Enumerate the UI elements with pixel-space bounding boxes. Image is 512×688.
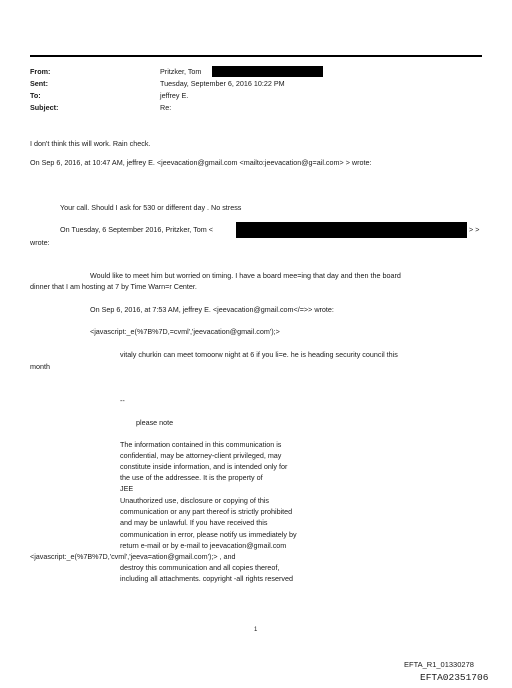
- sent-value: Tuesday, September 6, 2016 10:22 PM: [160, 79, 285, 88]
- redaction-bar: [212, 66, 323, 77]
- disclaimer-line: communication or any part thereof is strictly prohibited: [120, 507, 293, 516]
- footer-id-1: EFTA_R1_01330278: [404, 660, 474, 669]
- redaction-bar: [236, 222, 467, 238]
- subject-label: Subject:: [30, 103, 59, 112]
- header-rule: [30, 55, 482, 57]
- disclaimer-line: and may be unlawful. If you have received this: [120, 518, 268, 527]
- sent-label: Sent:: [30, 79, 48, 88]
- footer-id-2: EFTA02351706: [420, 672, 489, 683]
- from-value: Pritzker, Tom: [160, 67, 202, 76]
- disclaimer-line: destroy this communication and all copies thereof,: [120, 563, 280, 572]
- body-line: <javascript:_e(%7B%7D,'cvml','jeeva=ation@gmail.com');> , and: [30, 552, 236, 561]
- disclaimer-line: JEE: [120, 484, 134, 493]
- to-value: jeffrey E.: [160, 91, 189, 100]
- disclaimer-line: including all attachments. copyright -all rights reserved: [120, 574, 293, 583]
- body-line: Would like to meet him but worried on timing. I have a board mee=ing that day and then the board: [90, 271, 401, 280]
- body-line: --: [120, 396, 125, 405]
- disclaimer-line: The information contained in this communication is: [120, 440, 282, 449]
- body-line: wrote:: [30, 238, 50, 247]
- disclaimer-line: constitute inside information, and is intended only for: [120, 462, 288, 471]
- body-line: dinner that I am hosting at 7 by Time Warn=r Center.: [30, 282, 197, 291]
- disclaimer-line: Unauthorized use, disclosure or copying of this: [120, 496, 270, 505]
- body-line: I don't think this will work. Rain check.: [30, 139, 151, 148]
- body-line: On Tuesday, 6 September 2016, Pritzker, Tom <: [60, 225, 213, 234]
- body-line: month: [30, 362, 50, 371]
- body-line: vitaly churkin can meet tomoorw night at 6 if you li=e. he is heading security council this: [120, 350, 398, 359]
- body-line: > >: [469, 225, 480, 234]
- body-line: On Sep 6, 2016, at 7:53 AM, jeffrey E. <jeevacation@gmail.com</=>> wrote:: [90, 305, 334, 314]
- page-number: 1: [254, 627, 258, 633]
- disclaimer-line: the use of the addressee. It is the property of: [120, 473, 263, 482]
- from-label: From:: [30, 67, 51, 76]
- body-line: Your call. Should I ask for 530 or different day . No stress: [60, 203, 242, 212]
- body-line: <javascript:_e(%7B%7D,=cvml','jeevacation@gmail.com');>: [90, 327, 280, 336]
- disclaimer-line: confidential, may be attorney-client privileged, may: [120, 451, 282, 460]
- body-line: please note: [136, 418, 174, 427]
- to-label: To:: [30, 91, 41, 100]
- disclaimer-line: communication in error, please notify us immediately by: [120, 530, 297, 539]
- disclaimer-line: return e-mail or by e-mail to jeevacation@gmail.com: [120, 541, 287, 550]
- body-line: On Sep 6, 2016, at 10:47 AM, jeffrey E. <jeevacation@gmail.com <mailto:jeevacation@g=ail.com> > wrote:: [30, 158, 372, 167]
- subject-value: Re:: [160, 103, 172, 112]
